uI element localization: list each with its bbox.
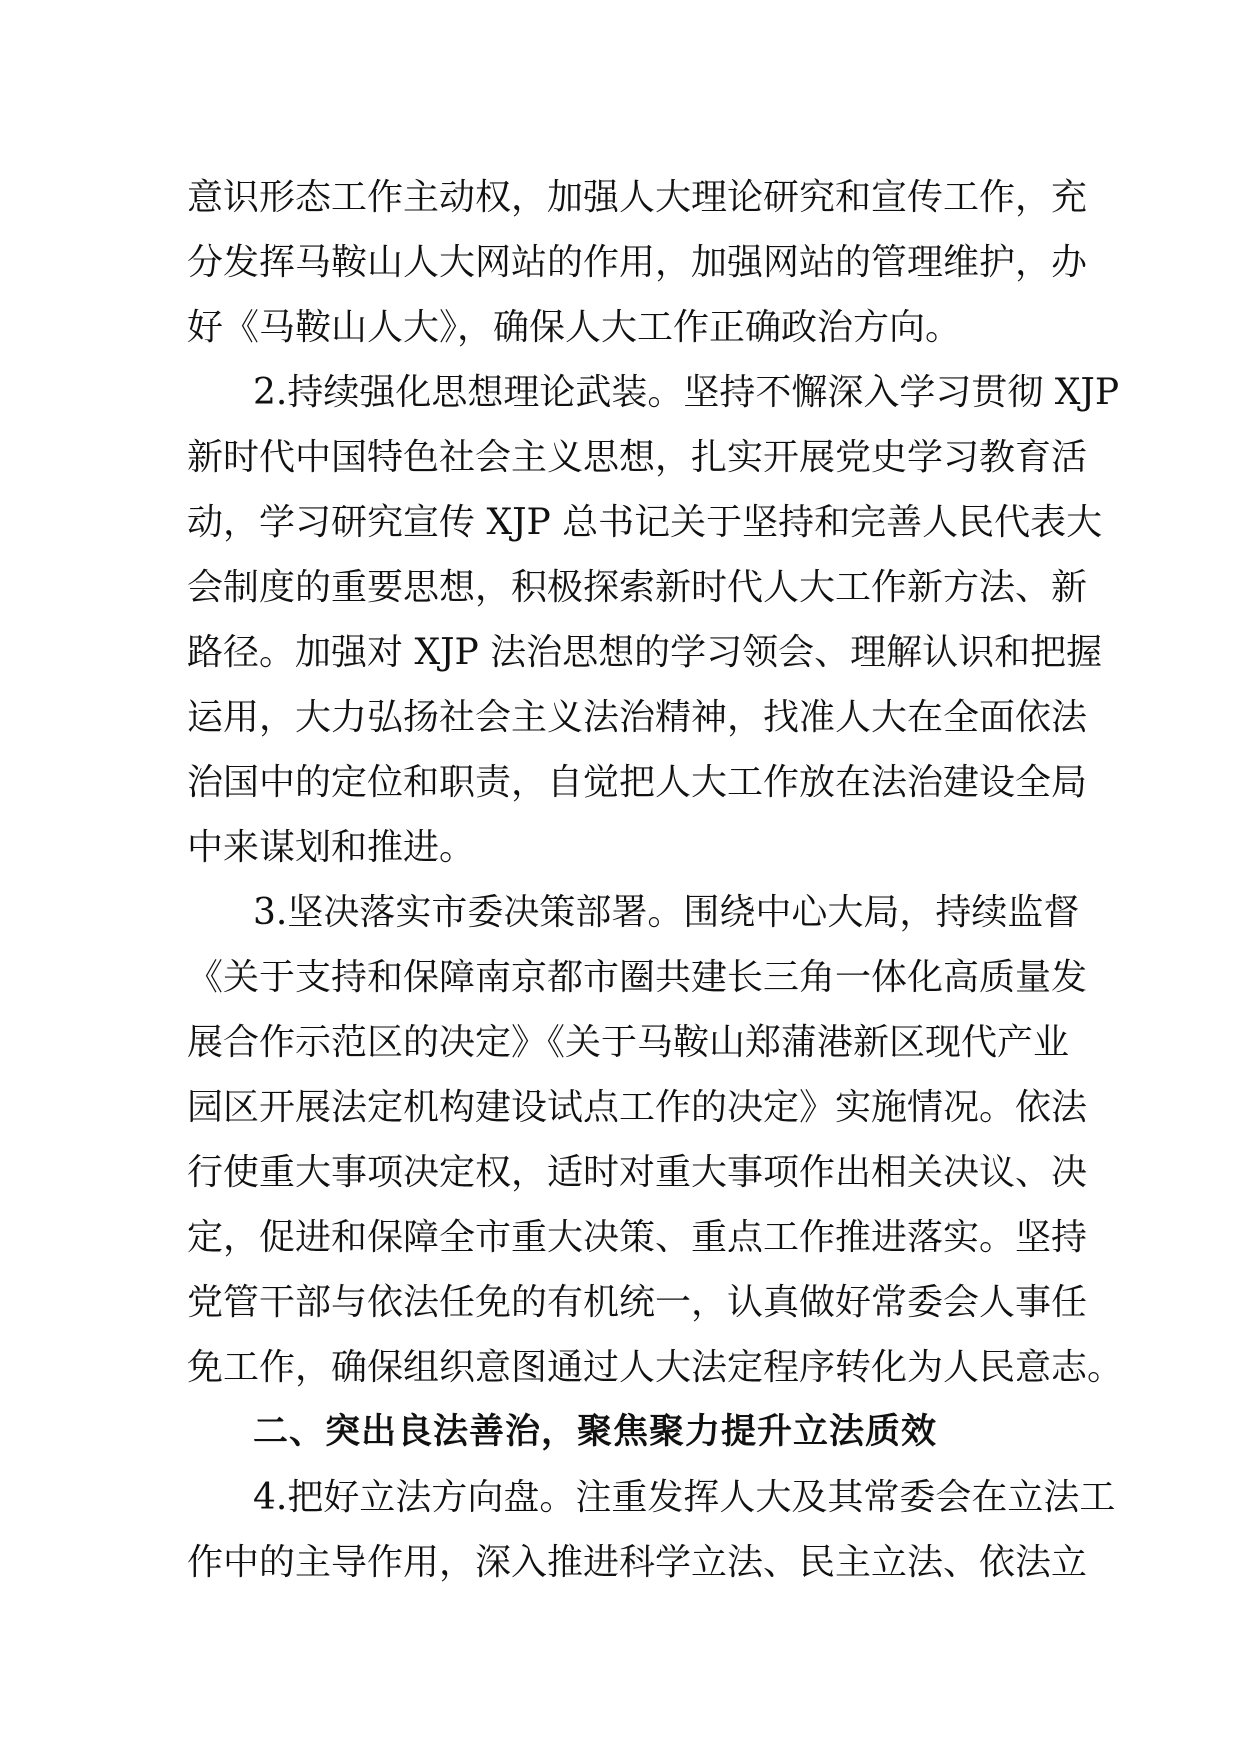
text-line: 路径。加强对 XJP 法治思想的学习领会、理解认识和把握 xyxy=(187,632,1103,673)
text-line: 新时代中国特色社会主义思想，扎实开展党史学习教育活 xyxy=(187,437,1088,478)
paragraph-start-line: 3.坚决落实市委决策部署。围绕中心大局，持续监督 xyxy=(253,892,1080,933)
text-line: 意识形态工作主动权，加强人大理论研究和宣传工作，充 xyxy=(187,177,1088,218)
text-line: 作中的主导作用，深入推进科学立法、民主立法、依法立 xyxy=(187,1542,1088,1583)
text-line: 定，促进和保障全市重大决策、重点工作推进落实。坚持 xyxy=(187,1217,1088,1258)
document-body xyxy=(187,165,1124,1595)
text-line: 党管干部与依法任免的有机统一，认真做好常委会人事任 xyxy=(187,1282,1088,1323)
text-line: 展合作示范区的决定》《关于马鞍山郑蒲港新区现代产业 xyxy=(187,1022,1070,1063)
text-line: 中来谋划和推进。 xyxy=(187,827,476,868)
text-line: 好《马鞍山人大》，确保人大工作正确政治方向。 xyxy=(187,307,962,348)
text-line: 分发挥马鞍山人大网站的作用，加强网站的管理维护，办 xyxy=(187,242,1088,283)
text-line: 动，学习研究宣传 XJP 总书记关于坚持和完善人民代表大 xyxy=(187,502,1103,543)
text-line: 免工作，确保组织意图通过人大法定程序转化为人民意志。 xyxy=(187,1347,1124,1388)
text-line: 治国中的定位和职责，自觉把人大工作放在法治建设全局 xyxy=(187,762,1088,803)
paragraph-start-line: 4.把好立法方向盘。注重发挥人大及其常委会在立法工 xyxy=(253,1477,1116,1518)
section-heading: 二、突出良法善治，聚焦聚力提升立法质效 xyxy=(253,1412,938,1452)
text-line: 《关于支持和保障南京都市圈共建长三角一体化高质量发 xyxy=(187,957,1088,998)
text-line: 行使重大事项决定权，适时对重大事项作出相关决议、决 xyxy=(187,1152,1088,1193)
text-line: 运用，大力弘扬社会主义法治精神，找准人大在全面依法 xyxy=(187,697,1088,738)
paragraph-start-line: 2.持续强化思想理论武装。坚持不懈深入学习贯彻 XJP xyxy=(253,372,1120,413)
text-line: 园区开展法定机构建设试点工作的决定》实施情况。依法 xyxy=(187,1087,1088,1128)
text-line: 会制度的重要思想，积极探索新时代人大工作新方法、新 xyxy=(187,567,1088,608)
